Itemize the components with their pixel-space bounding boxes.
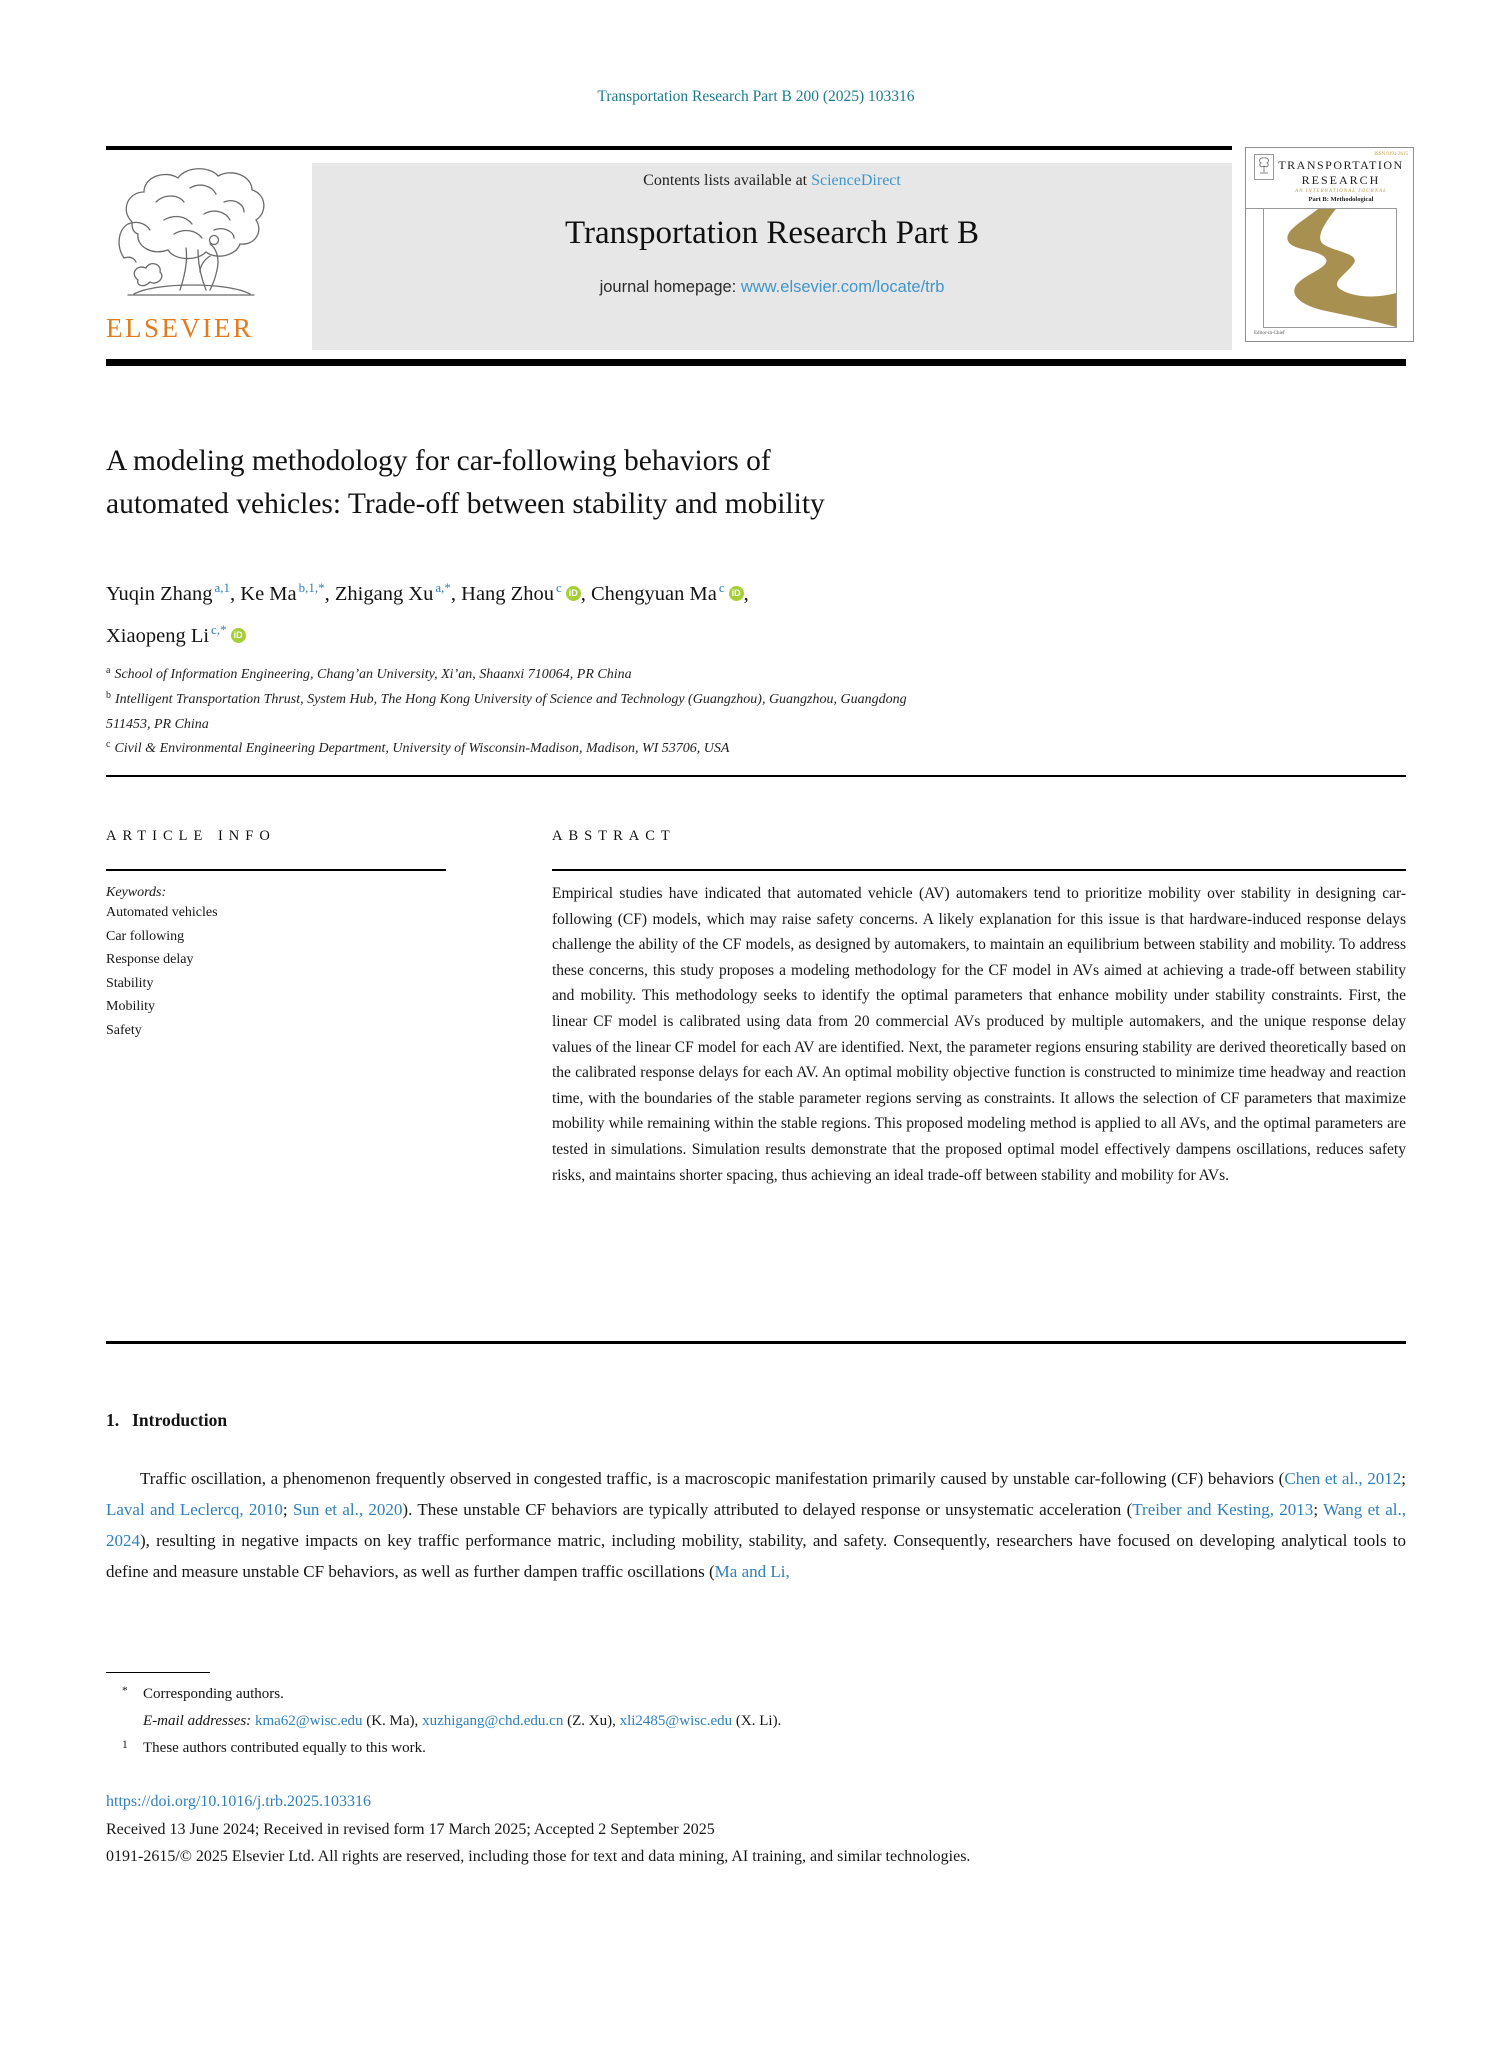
doi-link[interactable]: https://doi.org/10.1016/j.trb.2025.103316 (106, 1793, 372, 1810)
citation-link[interactable]: Ma and Li, (714, 1562, 790, 1581)
author-superscript: b,1,* (298, 580, 325, 595)
author-line (106, 574, 1406, 658)
abstract-heading: ABSTRACT (552, 828, 676, 844)
author-name: Xiaopeng Li (106, 625, 210, 647)
section-number: 1. (106, 1410, 120, 1430)
footnote-corresponding: * Corresponding authors. (106, 1681, 1406, 1708)
author (461, 580, 591, 605)
keyword: Car following (106, 928, 185, 944)
journal-homepage-link[interactable]: www.elsevier.com/locate/trb (740, 278, 945, 296)
contents-line: Contents lists available at ScienceDirect (643, 172, 901, 189)
article-info-heading: ARTICLE INFO (106, 828, 276, 844)
author-superscript: a,* (435, 580, 451, 595)
affiliations (106, 663, 1406, 762)
cover-title-line2: RESEARCH (1301, 173, 1381, 187)
author-name: Ke Ma (240, 583, 297, 605)
author-name: Chengyuan Ma (591, 583, 717, 605)
journal-cover-thumbnail (1245, 147, 1414, 342)
author-name: Yuqin Zhang (106, 583, 213, 605)
article-title-line1: A modeling methodology for car-following behaviors of (106, 445, 771, 477)
keyword: Mobility (106, 999, 156, 1014)
affiliation-line (106, 688, 1406, 713)
abstract-text: Empirical studies have indicated that automated vehicle (AV) automakers tend to prioritize mobility over stability in designing car-following (CF) models, which may raise safety concerns. A likely explanation for this issue is that hardware-induced response delays challenge the ability of the CF models, as designed by automakers, to maintain an equilibrium between stability and mobility. To address these concerns, this study proposes a modeling methodology for the CF model in AVs aimed at achieving a trade-off between stability and mobility. This methodology seeks to identify the optimal parameters that enhance mobility under stability constraints. First, the linear CF model is calibrated using data from 20 commercial AVs produced by multiple automakers, and the unique response delay values of the linear CF model for each AV are identified. Next, the parameter regions ensuring stability are derived theoretically based on the calibrated response delays for each AV. An optimal mobility objective function is constructed to minimize time headway and reaction time, with the boundaries of the stable parameter regions serving as constraints. It allows the selection of CF parameters that maximize mobility while remaining within the stable regions. This proposed modeling method is applied to all AVs, and the optimal parameters are tested in simulations. Simulation results demonstrate that the proposed optimal model effectively dampens oscillations, reduces safety risks, and maintains shorter spacing, thus achieving an ideal trade-off between stability and mobility for AVs. (552, 885, 1406, 1184)
author (240, 580, 335, 605)
elsevier-logo (104, 162, 284, 352)
affiliation-line (106, 737, 1406, 762)
homepage-line: journal homepage: www.elsevier.com/locate/trb (599, 278, 945, 296)
footnote-contribution: 1 These authors contributed equally to this work. (106, 1735, 1406, 1762)
citation-link[interactable]: Laval and Leclercq, 2010 (106, 1500, 283, 1519)
article-title (106, 440, 1406, 526)
author-superscript: c,* (211, 622, 227, 637)
copyright-line: 0191-2615/© 2025 Elsevier Ltd. All rights are reserved, including those for text and data mining, AI training, and similar technologies. (106, 1848, 971, 1865)
affiliation-superscript: a (106, 665, 111, 676)
email-line-content: kma62@wisc.edu (K. Ma), xuzhigang@chd.edu.cn (Z. Xu), xli2485@wisc.edu (X. Li). (254, 1713, 782, 1729)
email-link[interactable]: kma62@wisc.edu (254, 1713, 363, 1729)
keywords-label: Keywords: (106, 885, 167, 900)
affiliation-superscript: c (106, 739, 111, 750)
masthead-bottom-rule (106, 359, 1406, 366)
cover-panel-line (1246, 208, 1263, 209)
journal-banner (312, 163, 1232, 350)
cover-editor-line: Editor-in-Chief (1254, 331, 1285, 336)
cover-road-art (1263, 208, 1397, 328)
section-heading-introduction (106, 1410, 227, 1431)
received-line: Received 13 June 2024; Received in revised form 17 March 2025; Accepted 2 September 2025 (106, 1820, 715, 1838)
orcid-icon[interactable]: iD (566, 586, 581, 601)
affiliation-text: 511453, PR China (106, 717, 209, 732)
cover-issn: ISSN 0191-2615 (1374, 152, 1408, 157)
journal-title: Transportation Research Part B (565, 215, 979, 251)
publication-block (106, 1788, 1406, 1871)
article-info-column (106, 828, 446, 1042)
author (106, 580, 241, 605)
info-top-rule (106, 775, 1406, 777)
footnote-emails (106, 1708, 1406, 1735)
article-title-line2: automated vehicles: Trade-off between stability and mobility (106, 488, 825, 520)
masthead-top-rule (106, 146, 1232, 150)
keyword: Automated vehicles (106, 905, 218, 920)
abstract-column (552, 828, 1406, 1188)
head-end-rule (106, 1341, 1406, 1344)
author-superscript: c (718, 580, 725, 595)
citation-link[interactable]: Treiber and Kesting, 2013 (1132, 1500, 1314, 1519)
cover-title-line1: TRANSPORTATION (1278, 158, 1404, 172)
email-link[interactable]: xuzhigang@chd.edu.cn (422, 1713, 564, 1729)
affiliation-text: School of Information Engineering, Chang’an University, Xi’an, Shaanxi 710064, PR China (114, 667, 632, 682)
email-link[interactable]: xli2485@wisc.edu (619, 1713, 733, 1729)
keywords-list (106, 901, 446, 1042)
cover-subtitle: AN INTERNATIONAL JOURNAL (1295, 189, 1387, 194)
abstract-rule (552, 869, 1406, 871)
author-name: Zhigang Xu (334, 583, 434, 605)
author-separator: , (230, 583, 241, 605)
article-info-rule (106, 869, 446, 871)
author-separator: , (743, 583, 749, 605)
cover-part-line: Part B: Methodological (1308, 196, 1374, 203)
citation-link[interactable]: Wang et al., 2024 (106, 1500, 1406, 1550)
author-separator: , (324, 583, 335, 605)
keyword: Stability (106, 975, 154, 991)
citation-link[interactable]: Sun et al., 2020 (292, 1500, 403, 1519)
sciencedirect-link[interactable]: ScienceDirect (811, 172, 901, 189)
author (591, 580, 749, 605)
author-separator: , (450, 583, 462, 605)
author (334, 580, 462, 605)
footnote-separator (106, 1672, 210, 1673)
journal-citation-header: Transportation Research Part B 200 (2025) 103316 (597, 88, 915, 105)
affiliation-superscript: b (106, 690, 111, 701)
author-name: Hang Zhou (461, 583, 554, 605)
affiliation-text: Intelligent Transportation Thrust, System Hub, The Hong Kong University of Science and Technology (Guangzhou), Guangzhou, Guangdong (115, 692, 907, 707)
intro-paragraph: Traffic oscillation, a phenomenon frequently observed in congested traffic, is a macroscopic manifestation primarily caused by unstable car-following (CF) behaviors (Chen et al., 2012; Laval and Leclercq, 2010; Sun et al., 2020). These unstable CF behaviors are typically attributed to delayed response or unsystematic acceleration (Treiber and Kesting, 2013; Wang et al., 2024), resulting in negative impacts on key traffic performance matric, including mobility, stability, and safety. Consequently, researchers have focused on developing analytical tools to define and measure unstable CF behaviors, as well as further dampen traffic oscillations (Ma and Li, (106, 1469, 1406, 1581)
keyword: Safety (106, 1022, 142, 1038)
cover-elsevier-mini-icon (1254, 154, 1274, 180)
affiliation-line (106, 663, 1406, 688)
email-label: E-mail addresses: (143, 1713, 255, 1729)
elsevier-wordmark: ELSEVIER (106, 313, 254, 343)
author-separator: , (580, 583, 591, 605)
footnotes (106, 1681, 1406, 1762)
orcid-icon[interactable]: iD (231, 628, 246, 643)
author-superscript: c (555, 580, 562, 595)
orcid-icon[interactable]: iD (729, 586, 744, 601)
footnote-asterisk: * (122, 1685, 128, 1697)
keyword: Response delay (106, 952, 194, 967)
section-title: Introduction (132, 1410, 228, 1430)
author (106, 622, 246, 647)
affiliation-line (106, 713, 1406, 737)
author-superscript: a,1 (214, 580, 231, 595)
citation-link[interactable]: Chen et al., 2012 (1284, 1469, 1402, 1488)
affiliation-text: Civil & Environmental Engineering Department, University of Wisconsin-Madison, Madison, WI 53706, USA (114, 741, 730, 756)
footnote-one: 1 (122, 1739, 128, 1751)
elsevier-tree-icon (104, 162, 284, 312)
